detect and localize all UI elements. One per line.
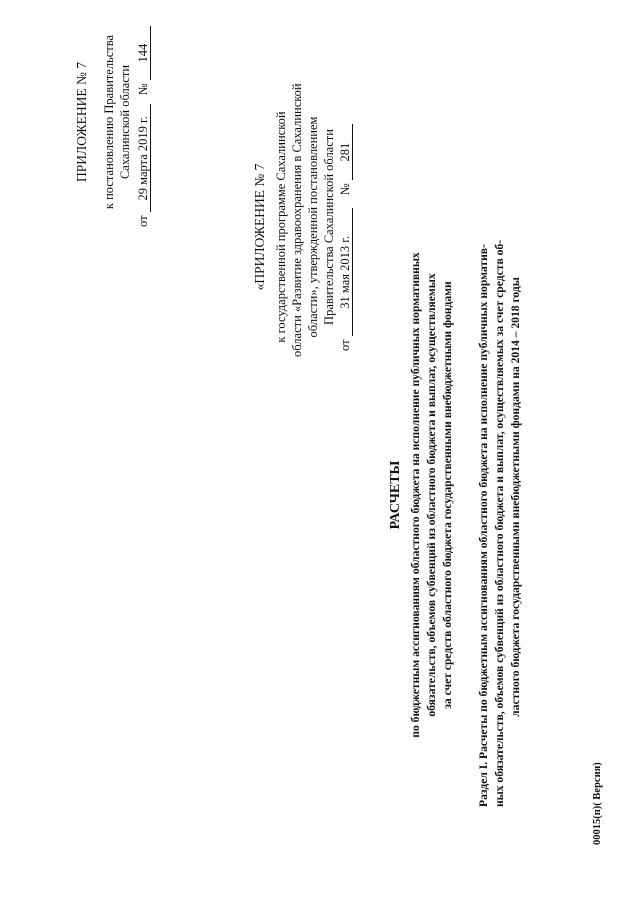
appendix-current-date: 29 марта 2019 г.: [137, 104, 151, 212]
appendix-original-date-row: [338, 97, 353, 351]
appendix-current-title: ПРИЛОЖЕНИЕ № 7: [74, 61, 89, 183]
appendix-original-line2: области «Развитие здравоохранения в Сахалинской: [290, 83, 304, 357]
main-title-line1: по бюджетным ассигнованиям областного бюджета на исполнение публичных нормативных: [409, 252, 422, 738]
appendix-original-line3: области», утвержденной постановлением: [306, 116, 320, 338]
main-title-line3: за счет средств областного бюджета государственными внебюджетными фондами: [441, 281, 454, 709]
date-prefix: от: [136, 215, 150, 227]
appendix-current-number: 144: [137, 26, 151, 80]
appendix-original-line4: Правительства Сахалинской области: [322, 129, 336, 325]
appendix-current-line1: к постановлению Правительства: [102, 34, 116, 210]
section-heading-line3: ластного бюджета государственными внебюджетными фондами на 2014 – 2018 годы: [509, 277, 522, 717]
appendix-original-number: 281: [339, 124, 353, 180]
number-prefix: №: [136, 83, 150, 96]
document-code: 00015(п)( Версия): [592, 762, 603, 845]
appendix-current-date-row: [136, 17, 151, 227]
main-title-line2: обязательств, объемов субвенций из областного бюджета и выплат, осуществляемых: [425, 273, 438, 717]
section-heading-line2: ных обязательств, объемов субвенций из областного бюджета и выплат, осуществляемых за счет средств об-: [493, 239, 506, 807]
appendix-original-title: «ПРИЛОЖЕНИЕ № 7: [252, 163, 267, 291]
appendix-original-line1: к государственной программе Сахалинской: [274, 111, 288, 343]
date-prefix: от: [338, 339, 352, 351]
appendix-current-line2: Сахалинской области: [118, 64, 132, 180]
appendix-original-date: 31 мая 2013 г.: [339, 208, 353, 336]
main-title-heading: РАСЧЕТЫ: [388, 460, 403, 530]
section-heading-line1: Раздел I. Расчеты по бюджетным ассигнованиям областного бюджета на исполнение публичных норматив-: [477, 244, 490, 807]
number-prefix: №: [338, 183, 352, 196]
